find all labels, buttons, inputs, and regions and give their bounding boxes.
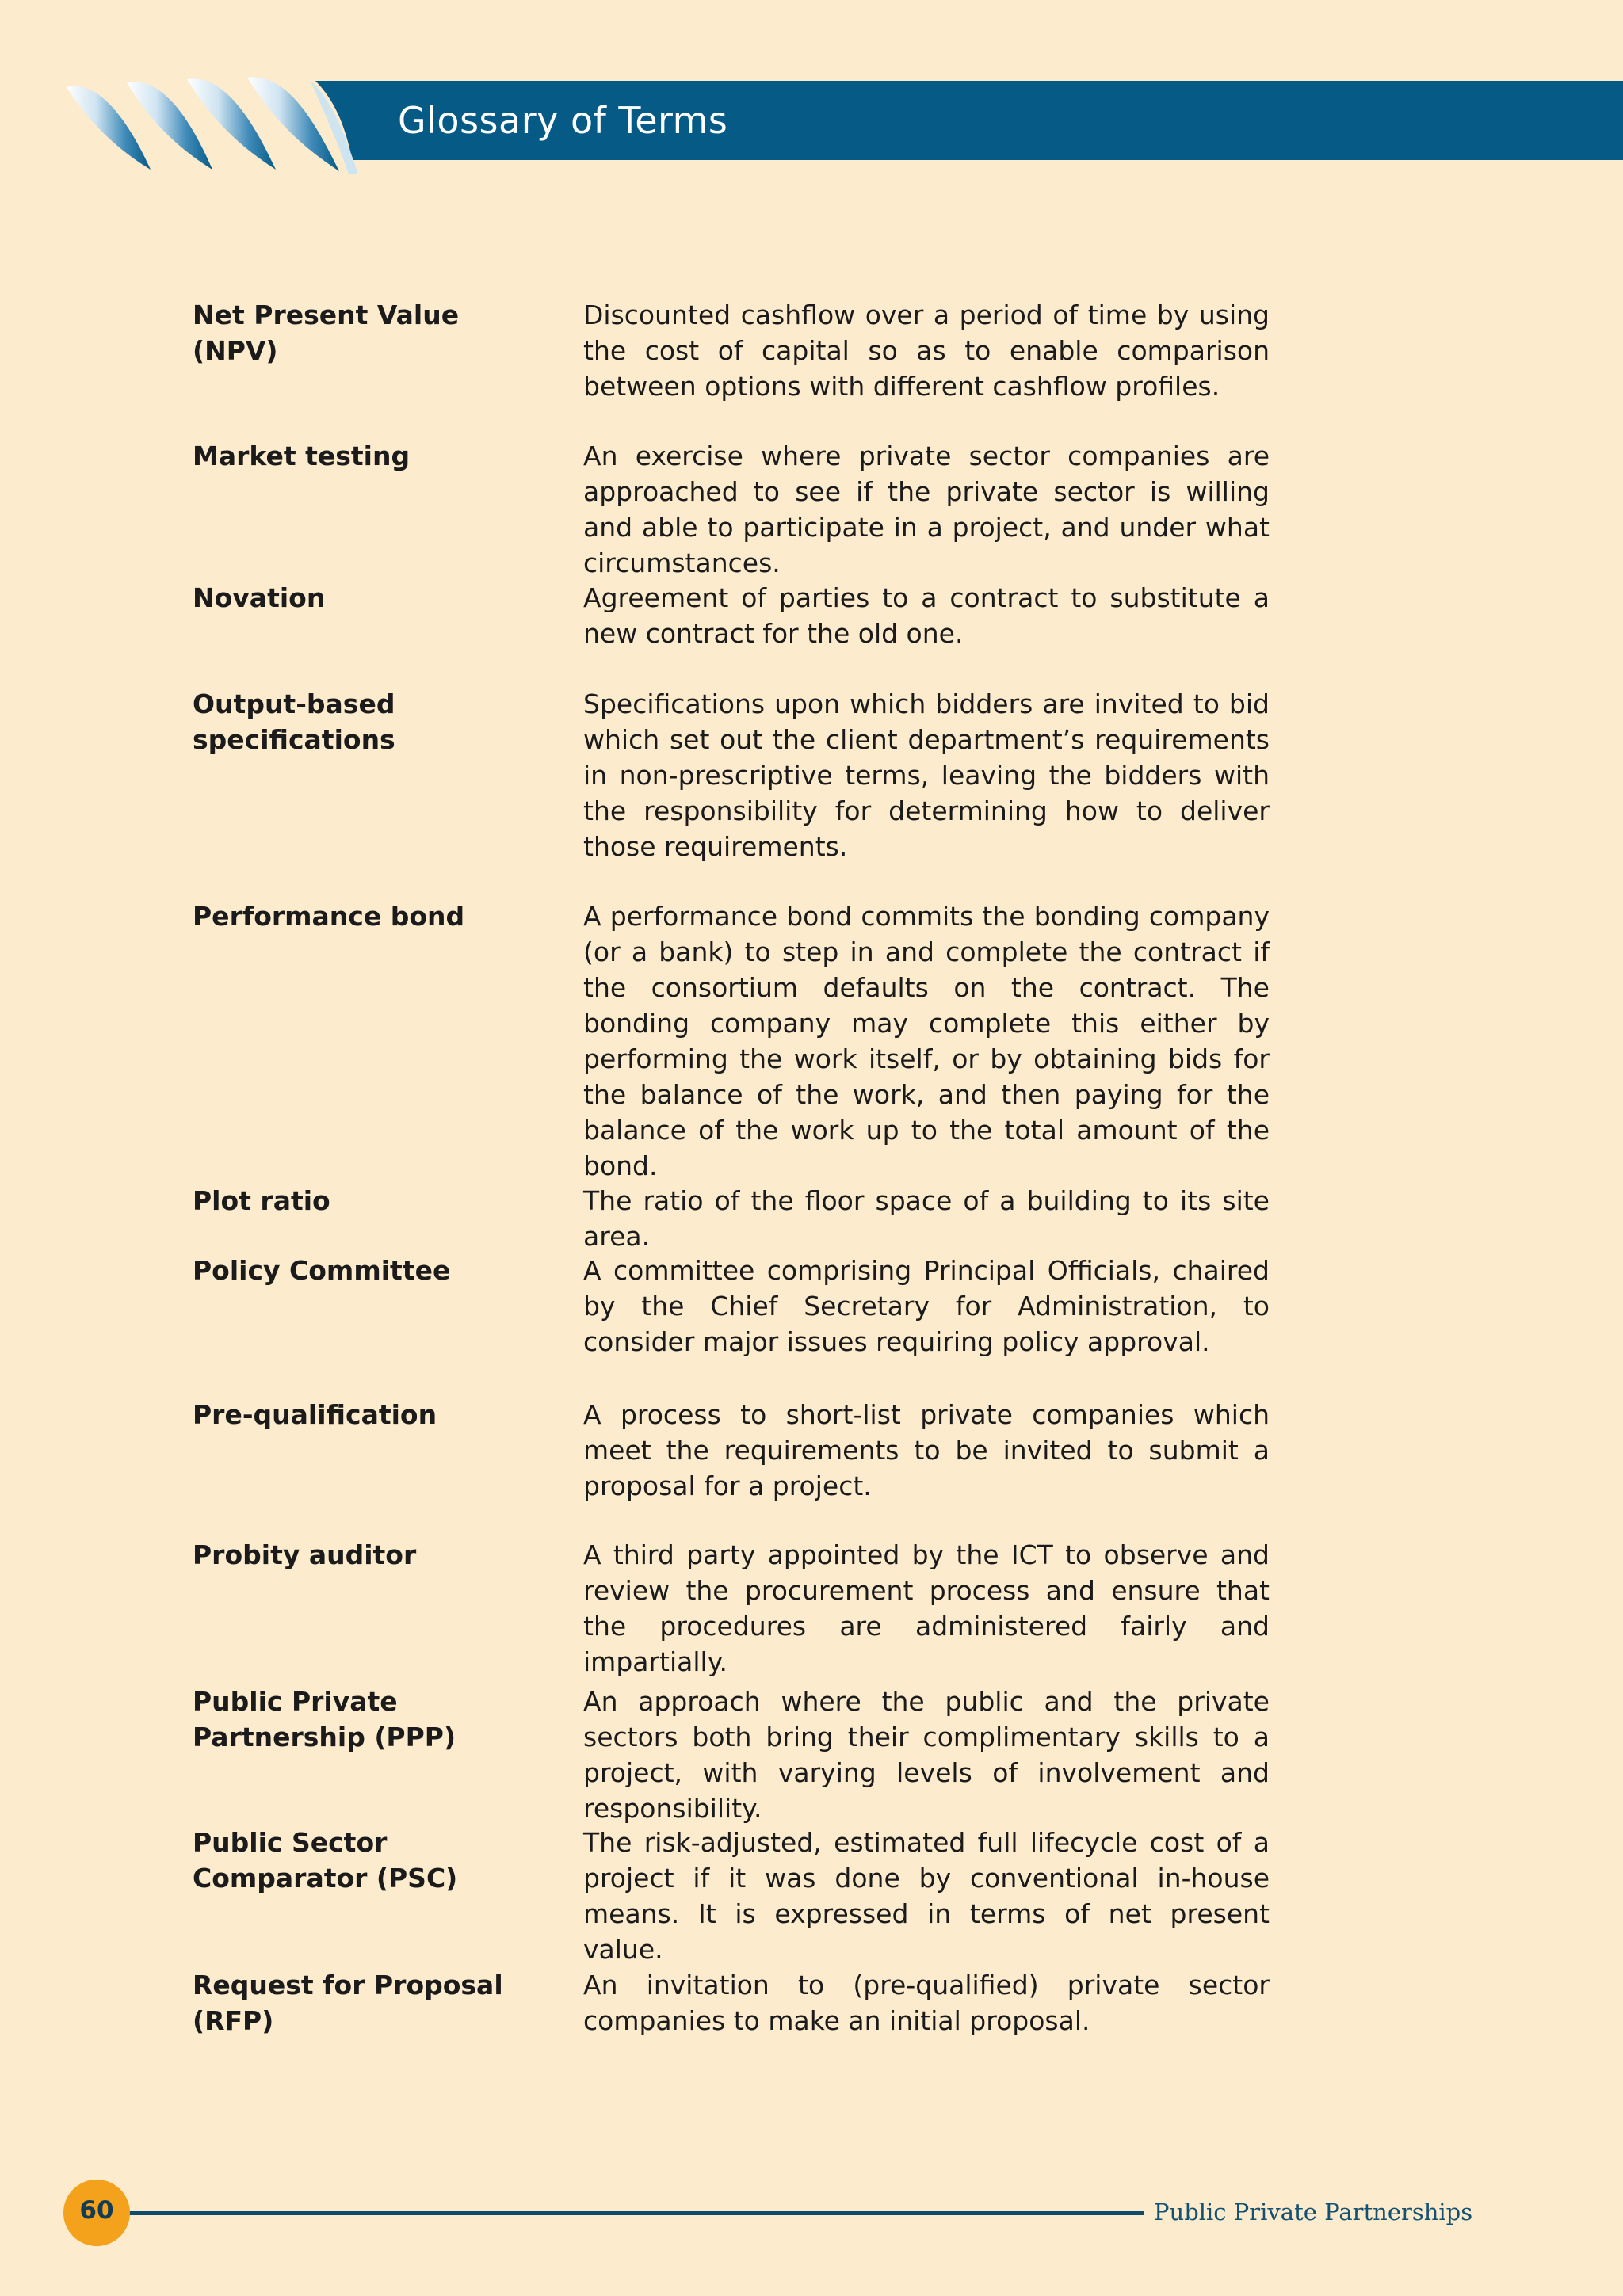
glossary-definition: A third party appointed by the ICT to observe and review the procurement process and ensure that the procedures are administered fairly and impartially. bbox=[583, 1539, 1270, 1677]
glossary-term: Performance bond bbox=[193, 901, 465, 932]
glossary-term: Plot ratio bbox=[193, 1185, 330, 1216]
glossary-definition: The ratio of the floor space of a building to its site area. bbox=[583, 1185, 1270, 1252]
page-title: Glossary of Terms bbox=[398, 99, 728, 142]
glossary-definition: A committee comprising Principal Officials, chaired by the Chief Secretary for Administration, to consider major issues requiring policy approval. bbox=[583, 1255, 1270, 1357]
glossary-term: Net Present Value (NPV) bbox=[193, 299, 460, 366]
glossary-definition: An exercise where private sector companies are approached to see if the private sector is willing and able to participate in a project, and under what circumstances. bbox=[583, 441, 1270, 578]
glossary-term: Request for Proposal (RFP) bbox=[193, 1970, 503, 2036]
glossary-definition: Agreement of parties to a contract to substitute a new contract for the old one. bbox=[583, 582, 1270, 649]
glossary-term: Output-based specifications bbox=[193, 688, 395, 755]
glossary-definition: An invitation to (pre-qualified) private sector companies to make an initial proposal. bbox=[583, 1970, 1270, 2036]
footer-rule bbox=[119, 2211, 1144, 2215]
glossary-term: Policy Committee bbox=[193, 1255, 451, 1286]
glossary-term: Probity auditor bbox=[193, 1539, 417, 1570]
page-number: 60 bbox=[79, 2196, 114, 2225]
footer-publication-title: Public Private Partnerships bbox=[1154, 2199, 1473, 2225]
glossary-term: Novation bbox=[193, 582, 326, 613]
glossary-definition: Discounted cashflow over a period of time by using the cost of capital so as to enable comparison between options with different cashflow profiles. bbox=[583, 299, 1270, 402]
glossary-term: Pre-qualification bbox=[193, 1399, 437, 1430]
glossary-definition: The risk-adjusted, estimated full lifecycle cost of a project if it was done by conventional in-house means. It is expressed in terms of net present value. bbox=[583, 1827, 1270, 1965]
glossary-term: Market testing bbox=[193, 441, 411, 471]
glossary-definition: Specifications upon which bidders are invited to bid which set out the client department’s requirements in non-prescriptive terms, leaving the bidders with the responsibility for determining how to deliver those requirements. bbox=[583, 688, 1270, 862]
glossary-definition: A performance bond commits the bonding company (or a bank) to step in and complete the contract if the consortium defaults on the contract. The bonding company may complete this either by performing the work itself, or by obtaining bids for the balance of the work, and then paying for the balance of the work up to the total amount of the bond. bbox=[583, 901, 1270, 1181]
glossary-definition: An approach where the public and the private sectors both bring their complimentary skills to a project, with varying levels of involvement and responsibility. bbox=[583, 1686, 1270, 1824]
glossary-term: Public Private Partnership (PPP) bbox=[193, 1686, 456, 1753]
glossary-term: Public Sector Comparator (PSC) bbox=[193, 1827, 458, 1894]
glossary-definition: A process to short-list private companies which meet the requirements to be invited to submit a proposal for a project. bbox=[583, 1399, 1270, 1501]
